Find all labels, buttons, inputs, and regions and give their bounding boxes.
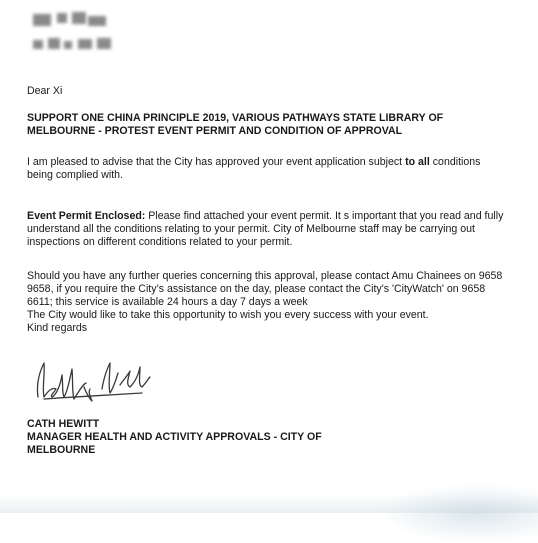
signatory-name: CATH HEWITT	[27, 418, 100, 430]
contact-paragraph	[27, 270, 507, 335]
subject-line: SUPPORT ONE CHINA PRINCIPLE 2019, VARIOUS PATHWAYS STATE LIBRARY OF MELBOURNE - PROTEST EVENT PERMIT AND CONDITION OF APPROVAL	[27, 112, 444, 137]
permit-text: Please find attached your event permit. It s important that you read and fully understand all the conditions relating to your permit. City of Melbourne staff may be carrying out inspections on different conditions related to your permit.	[27, 210, 504, 248]
permit-heading: Event Permit Enclosed:	[27, 210, 146, 222]
approval-emphasis: to all	[405, 156, 430, 168]
signatory-title: MANAGER HEALTH AND ACTIVITY APPROVALS - CITY OF MELBOURNE	[27, 431, 322, 456]
approval-text: I am pleased to advise that the City has approved your event application subject	[27, 156, 406, 168]
closing-text: Kind regards	[27, 322, 88, 334]
approval-paragraph	[27, 156, 507, 182]
signatory-block	[27, 418, 507, 457]
salutation: Dear Xi	[27, 85, 63, 97]
wishes-text: The City would like to take this opportunity to wish you every success with your event.	[27, 309, 429, 321]
permit-paragraph	[27, 210, 507, 249]
approval-text-end: conditions being complied with.	[27, 156, 481, 181]
contact-text: Should you have any further queries concerning this approval, please contact Amu Chainees on 9658 9658, if you require the City’s assistance on the day, please contact the City's 'CityWatch' on 9658 6611; this service is available 24 hours a day 7 days a week	[27, 270, 503, 308]
corner-shadow	[378, 483, 538, 543]
handwritten-signature	[30, 353, 170, 405]
